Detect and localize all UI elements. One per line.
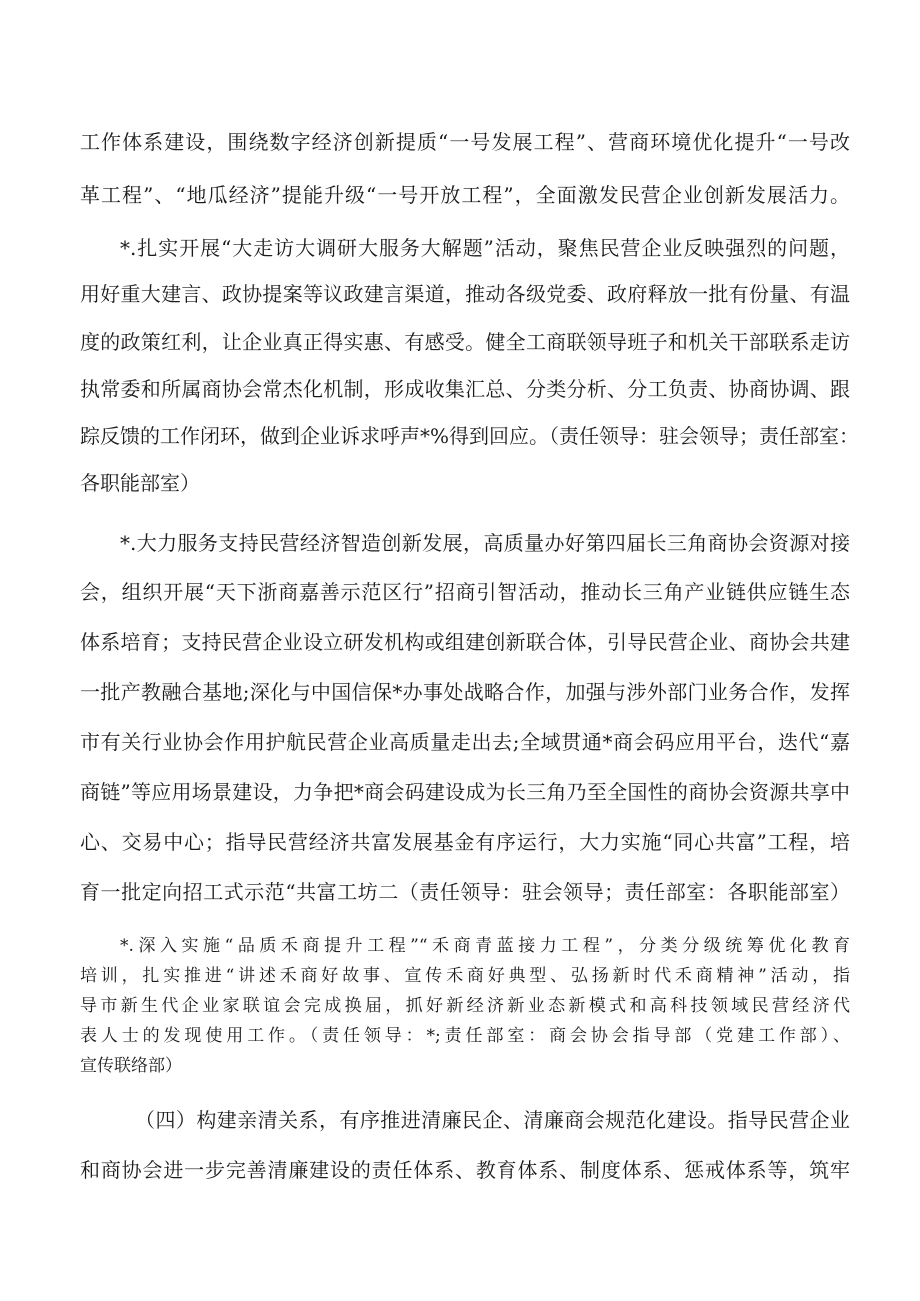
text-line: *.扎实开展“大走访大调研大服务大解题”活动，聚焦民营企业反映强烈的问题， bbox=[120, 236, 850, 260]
text-line: 心、交易中心；指导民营经济共富发展基金有序运行，大力实施“同心共富”工程，培 bbox=[80, 830, 850, 854]
text-line: 革工程”、“地瓜经济”提能升级“一号开放工程”，全面激发民营企业创新发展活力。 bbox=[80, 183, 850, 207]
text-line: 各职能部室） bbox=[80, 471, 200, 495]
text-line: 导市新生代企业家联谊会完成换届，抓好新经济新业态新模式和高科技领域民营经济代 bbox=[80, 996, 850, 1016]
text-line: 用好重大建言、政协提案等议政建言渠道，推动各级党委、政府释放一批有份量、有温 bbox=[80, 282, 850, 306]
text-line: （四）构建亲清关系，有序推进清廉民企、清廉商会规范化建设。指导民营企业 bbox=[135, 1108, 850, 1132]
text-line: 执常委和所属商协会常杰化机制，形成收集汇总、分类分析、分工负责、协商协调、跟 bbox=[80, 377, 850, 401]
text-line: 表人士的发现使用工作。（责任领导：*;责任部室：商会协会指导部（党建工作部）、 bbox=[80, 1026, 850, 1046]
text-line: 会，组织开展“天下浙商嘉善示范区行”招商引智活动，推动长三角产业链供应链生态 bbox=[80, 580, 850, 604]
text-line: *.深入实施“品质禾商提升工程”“禾商青蓝接力工程”，分类分级统筹优化教育 bbox=[120, 936, 850, 956]
text-line: 踪反馈的工作闭环，做到企业诉求呼声*%得到回应。（责任领导：驻会领导；责任部室： bbox=[80, 424, 860, 448]
text-line: 和商协会进一步完善清廉建设的责任体系、教育体系、制度体系、惩戒体系等，筑牢 bbox=[80, 1158, 850, 1182]
text-line: *.大力服务支持民营经济智造创新发展，高质量办好第四届长三角商协会资源对接 bbox=[120, 531, 850, 555]
text-line: 市有关行业协会作用护航民营企业高质量走出去;全域贯通*商会码应用平台，迭代“嘉 bbox=[80, 730, 850, 754]
text-line: 度的政策红利，让企业真正得实惠、有感受。健全工商联领导班子和机关干部联系走访 bbox=[80, 330, 850, 354]
text-line: 培训，扎实推进“讲述禾商好故事、宣传禾商好典型、弘扬新时代禾商精神”活动，指 bbox=[80, 966, 850, 986]
text-line: 工作体系建设，围绕数字经济创新提质“一号发展工程”、营商环境优化提升“一号改 bbox=[80, 130, 850, 154]
text-line: 育一批定向招工式示范“共富工坊二（责任领导：驻会领导；责任部室：各职能部室） bbox=[80, 880, 850, 904]
text-line: 一批产教融合基地;深化与中国信保*办事处战略合作，加强与涉外部门业务合作，发挥 bbox=[80, 680, 850, 704]
text-line: 体系培育；支持民营企业设立研发机构或组建创新联合体，引导民营企业、商协会共建 bbox=[80, 630, 850, 654]
text-line: 商链”等应用场景建设，力争把*商会码建设成为长三角乃至全国性的商协会资源共享中 bbox=[80, 780, 850, 804]
text-line: 宣传联络部） bbox=[80, 1056, 182, 1076]
